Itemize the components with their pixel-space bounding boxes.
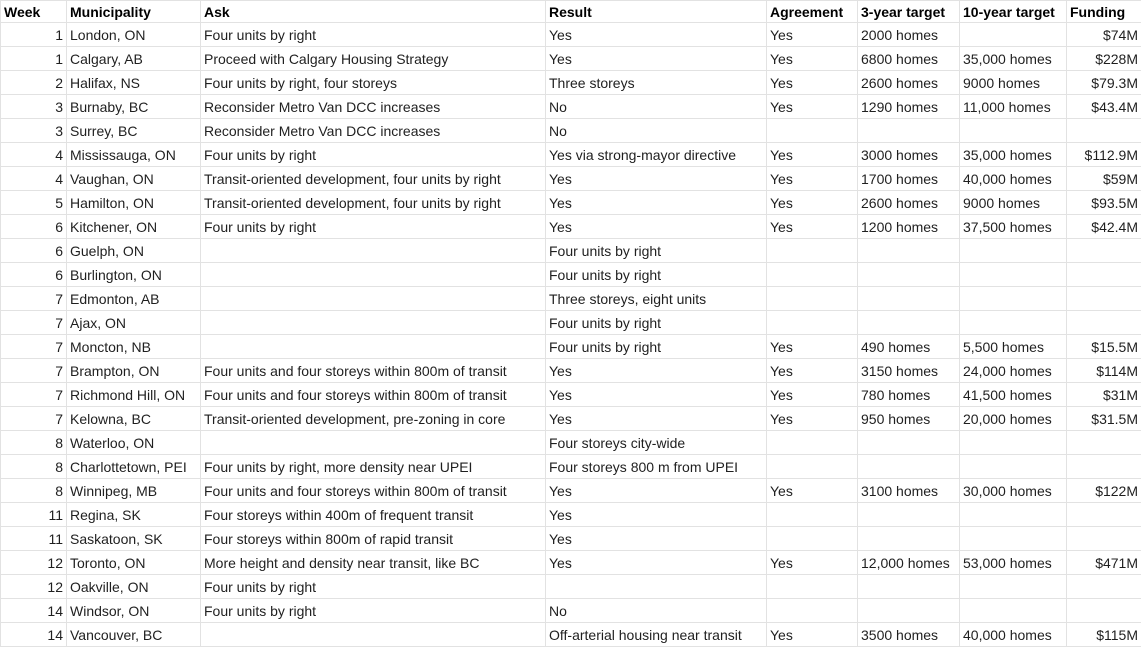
cell-result[interactable]: Yes xyxy=(546,479,767,503)
cell-result[interactable]: Three storeys xyxy=(546,71,767,95)
cell-week[interactable]: 8 xyxy=(1,455,67,479)
cell-ask[interactable]: Four units by right xyxy=(201,23,546,47)
cell-agreement[interactable] xyxy=(767,575,858,599)
cell-result[interactable]: Yes xyxy=(546,503,767,527)
cell-result[interactable] xyxy=(546,575,767,599)
cell-10-year-target[interactable]: 53,000 homes xyxy=(960,551,1067,575)
cell-10-year-target[interactable] xyxy=(960,23,1067,47)
cell-funding[interactable]: $79.3M xyxy=(1067,71,1141,95)
cell-agreement[interactable]: Yes xyxy=(767,215,858,239)
cell-ask[interactable] xyxy=(201,239,546,263)
cell-week[interactable]: 7 xyxy=(1,311,67,335)
cell-funding[interactable] xyxy=(1067,119,1141,143)
cell-3-year-target[interactable] xyxy=(858,263,960,287)
cell-3-year-target[interactable]: 2000 homes xyxy=(858,23,960,47)
cell-10-year-target[interactable] xyxy=(960,431,1067,455)
table-row xyxy=(1,551,1141,575)
cell-agreement[interactable]: Yes xyxy=(767,167,858,191)
table-row xyxy=(1,95,1141,119)
cell-3-year-target[interactable]: 950 homes xyxy=(858,407,960,431)
cell-10-year-target[interactable]: 11,000 homes xyxy=(960,95,1067,119)
cell-agreement[interactable]: Yes xyxy=(767,407,858,431)
cell-agreement[interactable]: Yes xyxy=(767,95,858,119)
cell-agreement[interactable]: Yes xyxy=(767,359,858,383)
cell-10-year-target[interactable] xyxy=(960,311,1067,335)
table-row xyxy=(1,119,1141,143)
cell-week[interactable]: 6 xyxy=(1,263,67,287)
cell-10-year-target[interactable] xyxy=(960,263,1067,287)
cell-3-year-target[interactable]: 490 homes xyxy=(858,335,960,359)
cell-funding[interactable]: $31M xyxy=(1067,383,1141,407)
cell-municipality[interactable]: Toronto, ON xyxy=(67,551,201,575)
cell-10-year-target[interactable]: 30,000 homes xyxy=(960,479,1067,503)
cell-result[interactable]: Four storeys city-wide xyxy=(546,431,767,455)
cell-municipality[interactable]: Windsor, ON xyxy=(67,599,201,623)
cell-week[interactable]: 6 xyxy=(1,239,67,263)
cell-municipality[interactable]: Brampton, ON xyxy=(67,359,201,383)
cell-ask[interactable] xyxy=(201,623,546,647)
cell-municipality[interactable]: Oakville, ON xyxy=(67,575,201,599)
table-row xyxy=(1,239,1141,263)
cell-result[interactable]: Yes xyxy=(546,527,767,551)
table-row xyxy=(1,455,1141,479)
cell-municipality[interactable]: Richmond Hill, ON xyxy=(67,383,201,407)
table-row xyxy=(1,623,1141,647)
cell-week[interactable]: 7 xyxy=(1,407,67,431)
cell-3-year-target[interactable]: 3500 homes xyxy=(858,623,960,647)
cell-result[interactable]: Yes xyxy=(546,215,767,239)
cell-funding[interactable] xyxy=(1067,287,1141,311)
cell-3-year-target[interactable]: 1200 homes xyxy=(858,215,960,239)
cell-ask[interactable]: Reconsider Metro Van DCC increases xyxy=(201,95,546,119)
col-header-3-year-target[interactable]: 3-year target xyxy=(858,1,960,23)
header-row xyxy=(1,1,1141,23)
cell-result[interactable]: Yes xyxy=(546,551,767,575)
cell-funding[interactable]: $31.5M xyxy=(1067,407,1141,431)
cell-week[interactable]: 3 xyxy=(1,119,67,143)
cell-10-year-target[interactable]: 41,500 homes xyxy=(960,383,1067,407)
cell-week[interactable]: 14 xyxy=(1,623,67,647)
cell-funding[interactable]: $15.5M xyxy=(1067,335,1141,359)
cell-agreement[interactable] xyxy=(767,119,858,143)
cell-municipality[interactable]: Edmonton, AB xyxy=(67,287,201,311)
cell-week[interactable]: 7 xyxy=(1,359,67,383)
table-row xyxy=(1,359,1141,383)
cell-funding[interactable]: $122M xyxy=(1067,479,1141,503)
cell-result[interactable]: Yes xyxy=(546,383,767,407)
cell-10-year-target[interactable]: 5,500 homes xyxy=(960,335,1067,359)
cell-result[interactable]: Four units by right xyxy=(546,239,767,263)
cell-ask[interactable] xyxy=(201,311,546,335)
table-row xyxy=(1,263,1141,287)
cell-3-year-target[interactable]: 12,000 homes xyxy=(858,551,960,575)
cell-funding[interactable] xyxy=(1067,455,1141,479)
table-row xyxy=(1,575,1141,599)
cell-10-year-target[interactable]: 35,000 homes xyxy=(960,47,1067,71)
cell-ask[interactable]: Four storeys within 400m of frequent transit xyxy=(201,503,546,527)
cell-3-year-target[interactable]: 3000 homes xyxy=(858,143,960,167)
table-row xyxy=(1,167,1141,191)
cell-ask[interactable]: Four units by right xyxy=(201,143,546,167)
cell-week[interactable]: 7 xyxy=(1,335,67,359)
cell-10-year-target[interactable]: 40,000 homes xyxy=(960,623,1067,647)
cell-funding[interactable] xyxy=(1067,311,1141,335)
cell-ask[interactable]: Four units and four storeys within 800m of transit xyxy=(201,383,546,407)
cell-agreement[interactable] xyxy=(767,431,858,455)
cell-funding[interactable] xyxy=(1067,527,1141,551)
cell-10-year-target[interactable]: 40,000 homes xyxy=(960,167,1067,191)
cell-10-year-target[interactable] xyxy=(960,455,1067,479)
cell-agreement[interactable]: Yes xyxy=(767,551,858,575)
cell-week[interactable]: 11 xyxy=(1,503,67,527)
table-row xyxy=(1,479,1141,503)
cell-funding[interactable]: $43.4M xyxy=(1067,95,1141,119)
cell-agreement[interactable] xyxy=(767,599,858,623)
table-row xyxy=(1,599,1141,623)
cell-result[interactable]: Four storeys 800 m from UPEI xyxy=(546,455,767,479)
cell-week[interactable]: 12 xyxy=(1,551,67,575)
cell-funding[interactable]: $228M xyxy=(1067,47,1141,71)
cell-funding[interactable] xyxy=(1067,575,1141,599)
col-header-10-year-target[interactable]: 10-year target xyxy=(960,1,1067,23)
cell-week[interactable]: 7 xyxy=(1,287,67,311)
cell-result[interactable]: Four units by right xyxy=(546,335,767,359)
cell-agreement[interactable] xyxy=(767,455,858,479)
cell-municipality[interactable]: Burlington, ON xyxy=(67,263,201,287)
cell-3-year-target[interactable] xyxy=(858,431,960,455)
cell-10-year-target[interactable]: 24,000 homes xyxy=(960,359,1067,383)
cell-week[interactable]: 2 xyxy=(1,71,67,95)
table-row xyxy=(1,71,1141,95)
table-row xyxy=(1,335,1141,359)
cell-result[interactable]: Yes xyxy=(546,47,767,71)
cell-week[interactable]: 4 xyxy=(1,143,67,167)
cell-week[interactable]: 4 xyxy=(1,167,67,191)
cell-municipality[interactable]: Guelph, ON xyxy=(67,239,201,263)
cell-week[interactable]: 14 xyxy=(1,599,67,623)
cell-result[interactable]: Yes xyxy=(546,191,767,215)
cell-funding[interactable] xyxy=(1067,263,1141,287)
cell-funding[interactable]: $59M xyxy=(1067,167,1141,191)
cell-10-year-target[interactable] xyxy=(960,575,1067,599)
cell-result[interactable]: Yes via strong-mayor directive xyxy=(546,143,767,167)
col-header-ask[interactable]: Ask xyxy=(201,1,546,23)
cell-3-year-target[interactable] xyxy=(858,239,960,263)
cell-week[interactable]: 11 xyxy=(1,527,67,551)
cell-ask[interactable] xyxy=(201,287,546,311)
cell-funding[interactable]: $112.9M xyxy=(1067,143,1141,167)
cell-10-year-target[interactable]: 9000 homes xyxy=(960,71,1067,95)
cell-3-year-target[interactable] xyxy=(858,287,960,311)
cell-municipality[interactable]: Ajax, ON xyxy=(67,311,201,335)
cell-10-year-target[interactable]: 20,000 homes xyxy=(960,407,1067,431)
table-row xyxy=(1,311,1141,335)
cell-municipality[interactable]: Waterloo, ON xyxy=(67,431,201,455)
cell-result[interactable]: No xyxy=(546,95,767,119)
header-row-group xyxy=(1,1,1141,23)
table-row xyxy=(1,47,1141,71)
cell-ask[interactable]: Four units by right xyxy=(201,575,546,599)
cell-municipality[interactable]: Surrey, BC xyxy=(67,119,201,143)
cell-funding[interactable]: $471M xyxy=(1067,551,1141,575)
cell-ask[interactable]: Four units by right xyxy=(201,215,546,239)
cell-agreement[interactable] xyxy=(767,503,858,527)
cell-3-year-target[interactable] xyxy=(858,599,960,623)
cell-3-year-target[interactable] xyxy=(858,575,960,599)
table-row xyxy=(1,431,1141,455)
cell-ask[interactable]: Four storeys within 800m of rapid transit xyxy=(201,527,546,551)
cell-municipality[interactable]: Regina, SK xyxy=(67,503,201,527)
col-header-municipality[interactable]: Municipality xyxy=(67,1,201,23)
cell-ask[interactable]: Four units and four storeys within 800m of transit xyxy=(201,479,546,503)
cell-agreement[interactable]: Yes xyxy=(767,143,858,167)
cell-3-year-target[interactable] xyxy=(858,503,960,527)
cell-result[interactable]: Yes xyxy=(546,359,767,383)
cell-ask[interactable]: Transit-oriented development, four units by right xyxy=(201,191,546,215)
table-row xyxy=(1,23,1141,47)
cell-3-year-target[interactable] xyxy=(858,527,960,551)
cell-agreement[interactable] xyxy=(767,239,858,263)
cell-10-year-target[interactable] xyxy=(960,527,1067,551)
cell-funding[interactable] xyxy=(1067,599,1141,623)
cell-3-year-target[interactable]: 2600 homes xyxy=(858,71,960,95)
cell-week[interactable]: 5 xyxy=(1,191,67,215)
cell-week[interactable]: 8 xyxy=(1,431,67,455)
cell-3-year-target[interactable]: 3100 homes xyxy=(858,479,960,503)
cell-3-year-target[interactable] xyxy=(858,119,960,143)
table-row xyxy=(1,215,1141,239)
cell-agreement[interactable]: Yes xyxy=(767,383,858,407)
cell-result[interactable]: Four units by right xyxy=(546,263,767,287)
cell-ask[interactable]: Proceed with Calgary Housing Strategy xyxy=(201,47,546,71)
table-row xyxy=(1,143,1141,167)
cell-result[interactable]: Yes xyxy=(546,407,767,431)
cell-3-year-target[interactable]: 6800 homes xyxy=(858,47,960,71)
cell-ask[interactable]: Four units and four storeys within 800m of transit xyxy=(201,359,546,383)
col-header-result[interactable]: Result xyxy=(546,1,767,23)
cell-municipality[interactable]: Calgary, AB xyxy=(67,47,201,71)
cell-3-year-target[interactable] xyxy=(858,311,960,335)
table-row xyxy=(1,287,1141,311)
cell-ask[interactable] xyxy=(201,263,546,287)
cell-10-year-target[interactable] xyxy=(960,503,1067,527)
cell-3-year-target[interactable]: 1700 homes xyxy=(858,167,960,191)
cell-agreement[interactable]: Yes xyxy=(767,623,858,647)
cell-funding[interactable]: $93.5M xyxy=(1067,191,1141,215)
table-row xyxy=(1,503,1141,527)
cell-result[interactable]: Yes xyxy=(546,23,767,47)
cell-municipality[interactable]: Kelowna, BC xyxy=(67,407,201,431)
cell-result[interactable]: Off-arterial housing near transit xyxy=(546,623,767,647)
cell-agreement[interactable]: Yes xyxy=(767,479,858,503)
cell-municipality[interactable]: Vancouver, BC xyxy=(67,623,201,647)
cell-ask[interactable] xyxy=(201,431,546,455)
cell-3-year-target[interactable]: 3150 homes xyxy=(858,359,960,383)
table-row xyxy=(1,191,1141,215)
cell-agreement[interactable] xyxy=(767,263,858,287)
cell-municipality[interactable]: Vaughan, ON xyxy=(67,167,201,191)
cell-result[interactable]: Four units by right xyxy=(546,311,767,335)
cell-funding[interactable]: $42.4M xyxy=(1067,215,1141,239)
cell-ask[interactable]: Four units by right, more density near UPEI xyxy=(201,455,546,479)
cell-municipality[interactable]: Mississauga, ON xyxy=(67,143,201,167)
cell-municipality[interactable]: Charlottetown, PEI xyxy=(67,455,201,479)
cell-10-year-target[interactable]: 9000 homes xyxy=(960,191,1067,215)
cell-result[interactable]: Yes xyxy=(546,167,767,191)
cell-agreement[interactable] xyxy=(767,311,858,335)
cell-3-year-target[interactable]: 1290 homes xyxy=(858,95,960,119)
cell-municipality[interactable]: Saskatoon, SK xyxy=(67,527,201,551)
cell-ask[interactable] xyxy=(201,335,546,359)
cell-ask[interactable]: Reconsider Metro Van DCC increases xyxy=(201,119,546,143)
cell-agreement[interactable] xyxy=(767,287,858,311)
cell-funding[interactable]: $74M xyxy=(1067,23,1141,47)
cell-municipality[interactable]: Moncton, NB xyxy=(67,335,201,359)
table-row xyxy=(1,527,1141,551)
cell-agreement[interactable]: Yes xyxy=(767,47,858,71)
cell-3-year-target[interactable] xyxy=(858,455,960,479)
cell-ask[interactable]: Transit-oriented development, four units by right xyxy=(201,167,546,191)
cell-funding[interactable] xyxy=(1067,239,1141,263)
cell-ask[interactable]: More height and density near transit, like BC xyxy=(201,551,546,575)
cell-funding[interactable]: $115M xyxy=(1067,623,1141,647)
table-body xyxy=(1,23,1141,647)
table-row xyxy=(1,407,1141,431)
cell-result[interactable]: Three storeys, eight units xyxy=(546,287,767,311)
cell-agreement[interactable]: Yes xyxy=(767,191,858,215)
cell-week[interactable]: 1 xyxy=(1,23,67,47)
col-header-agreement[interactable]: Agreement xyxy=(767,1,858,23)
cell-agreement[interactable]: Yes xyxy=(767,335,858,359)
cell-10-year-target[interactable] xyxy=(960,599,1067,623)
cell-result[interactable]: No xyxy=(546,119,767,143)
cell-ask[interactable]: Four units by right, four storeys xyxy=(201,71,546,95)
cell-ask[interactable]: Transit-oriented development, pre-zoning in core xyxy=(201,407,546,431)
col-header-week[interactable]: Week xyxy=(1,1,67,23)
cell-result[interactable]: No xyxy=(546,599,767,623)
cell-municipality[interactable]: Kitchener, ON xyxy=(67,215,201,239)
cell-funding[interactable]: $114M xyxy=(1067,359,1141,383)
cell-week[interactable]: 7 xyxy=(1,383,67,407)
cell-ask[interactable]: Four units by right xyxy=(201,599,546,623)
cell-municipality[interactable]: Halifax, NS xyxy=(67,71,201,95)
col-header-funding[interactable]: Funding xyxy=(1067,1,1141,23)
cell-10-year-target[interactable] xyxy=(960,119,1067,143)
cell-week[interactable]: 6 xyxy=(1,215,67,239)
cell-week[interactable]: 1 xyxy=(1,47,67,71)
cell-10-year-target[interactable]: 37,500 homes xyxy=(960,215,1067,239)
cell-10-year-target[interactable]: 35,000 homes xyxy=(960,143,1067,167)
cell-3-year-target[interactable]: 780 homes xyxy=(858,383,960,407)
cell-agreement[interactable]: Yes xyxy=(767,23,858,47)
table-row xyxy=(1,383,1141,407)
cell-funding[interactable] xyxy=(1067,503,1141,527)
cell-week[interactable]: 3 xyxy=(1,95,67,119)
cell-week[interactable]: 8 xyxy=(1,479,67,503)
cell-3-year-target[interactable]: 2600 homes xyxy=(858,191,960,215)
cell-municipality[interactable]: Winnipeg, MB xyxy=(67,479,201,503)
cell-10-year-target[interactable] xyxy=(960,287,1067,311)
cell-week[interactable]: 12 xyxy=(1,575,67,599)
cell-funding[interactable] xyxy=(1067,431,1141,455)
cell-municipality[interactable]: London, ON xyxy=(67,23,201,47)
cell-agreement[interactable] xyxy=(767,527,858,551)
cell-municipality[interactable]: Burnaby, BC xyxy=(67,95,201,119)
cell-municipality[interactable]: Hamilton, ON xyxy=(67,191,201,215)
cell-agreement[interactable]: Yes xyxy=(767,71,858,95)
cell-10-year-target[interactable] xyxy=(960,239,1067,263)
